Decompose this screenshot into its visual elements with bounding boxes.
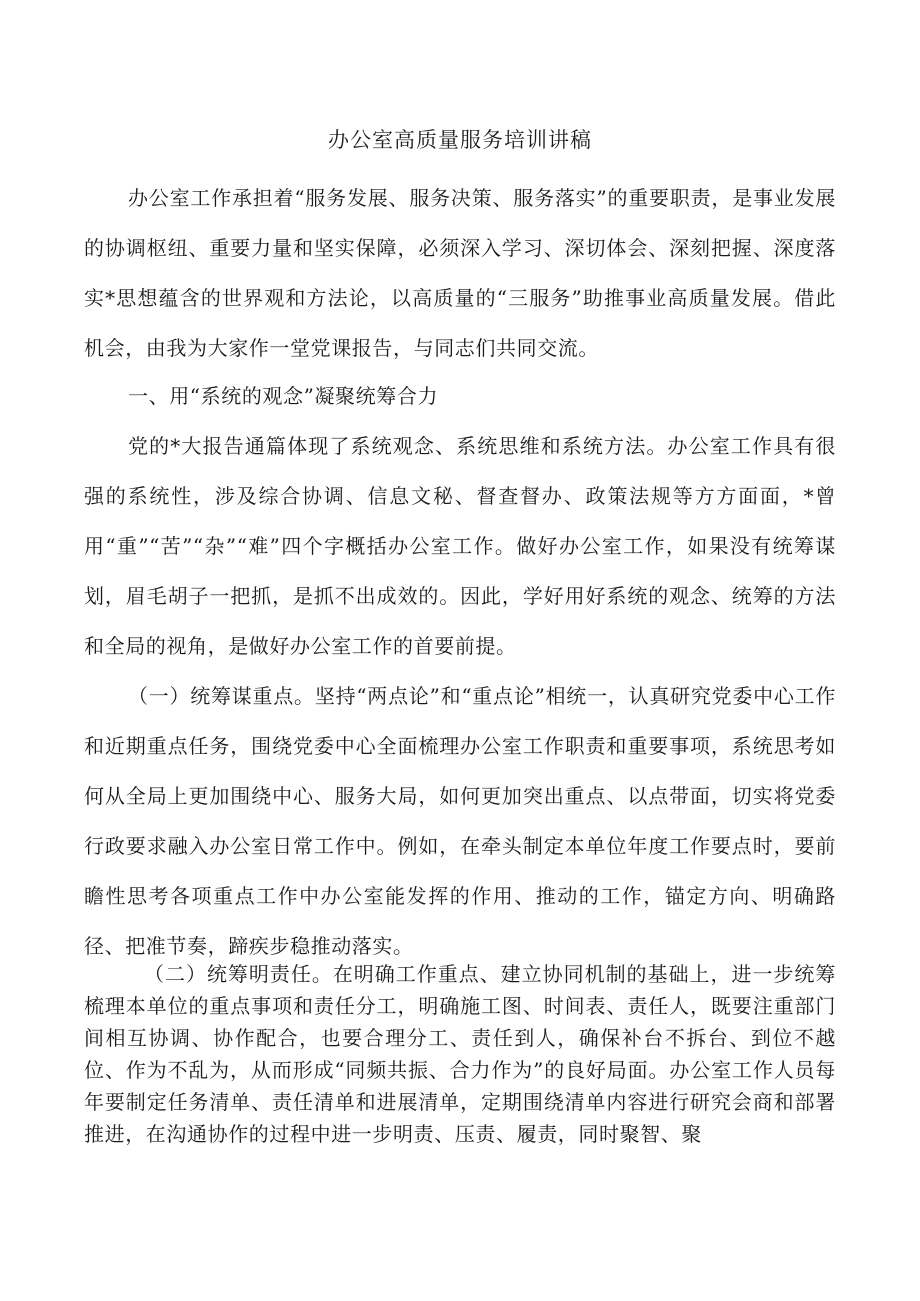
intro-paragraph: 办公室工作承担着“服务发展、服务决策、服务落实”的重要职责，是事业发展的协调枢纽、重要力量和坚实保障，必须深入学习、深切体会、深刻把握、深度落实*思想蕴含的世界观和方法论，以高质量的“三服务”助推事业高质量发展。借此机会，由我为大家作一堂党课报告，与同志们共同交流。 — [84, 186, 836, 360]
section-heading-1: 一、用“系统的观念”凝聚统筹合力 — [128, 384, 439, 408]
section-1-paragraph: 党的*大报告通篇体现了系统观念、系统思维和系统方法。办公室工作具有很强的系统性，涉及综合协调、信息文秘、督查督办、政策法规等方方面面，*曾用“重”“苦”“杂”“难”四个字概括办公室工作。做好办公室工作，如果没有统筹谋划，眉毛胡子一把抓，是抓不出成效的。因此，学好用好系统的观念、统筹的方法和全局的视角，是做好办公室工作的首要前提。 — [84, 434, 836, 658]
document-title: 办公室高质量服务培训讲稿 — [328, 128, 592, 152]
subsection-1-paragraph: （一）统筹谋重点。坚持“两点论”和“重点论”相统一，认真研究党委中心工作和近期重点任务，围绕党委中心全面梳理办公室工作职责和重要事项，系统思考如何从全局上更加围绕中心、服务大局，如何更加突出重点、以点带面，切实将党委行政要求融入办公室日常工作中。例如，在牵头制定本单位年度工作要点时，要前瞻性思考各项重点工作中办公室能发挥的作用、推动的工作，锚定方向、明确路径、把准节奏，蹄疾步稳推动落实。 — [84, 684, 836, 958]
subsection-2-paragraph: （二）统筹明责任。在明确工作重点、建立协同机制的基础上，进一步统筹梳理本单位的重点事项和责任分工，明确施工图、时间表、责任人，既要注重部门间相互协调、协作配合，也要合理分工、责任到人，确保补台不拆台、到位不越位、作为不乱为，从而形成“同频共振、合力作为”的良好局面。办公室工作人员每年要制定任务清单、责任清单和进展清单，定期围绕清单内容进行研究会商和部署推进，在沟通协作的过程中进一步明责、压责、履责，同时聚智、聚 — [84, 962, 836, 1146]
